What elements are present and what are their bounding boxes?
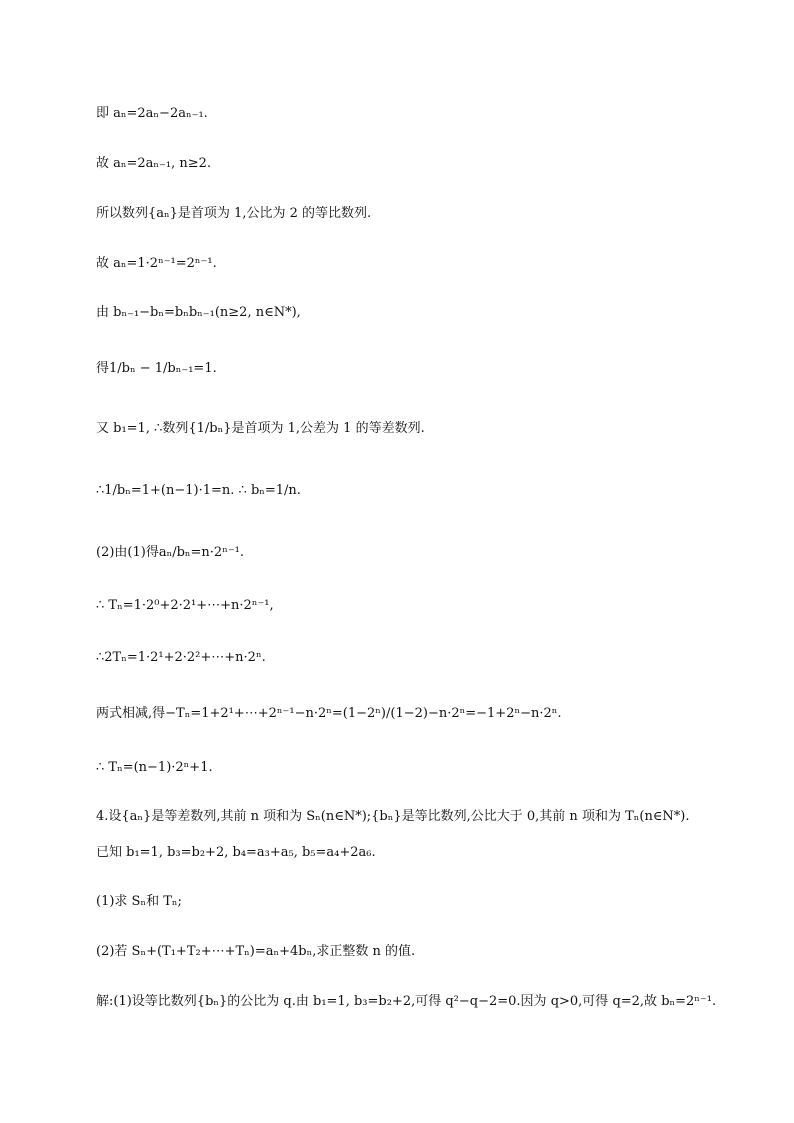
text-line-6: 得1/bₙ − 1/bₙ₋₁=1. <box>96 361 217 376</box>
text-line-10: ∴ Tₙ=1·2⁰+2·2¹+⋯+n·2ⁿ⁻¹, <box>96 598 274 613</box>
text-line-4: 故 aₙ=1·2ⁿ⁻¹=2ⁿ⁻¹. <box>96 256 217 271</box>
text-line-13: ∴ Tₙ=(n−1)·2ⁿ+1. <box>96 760 213 775</box>
text-line-7: 又 b₁=1, ∴数列{1/bₙ}是首项为 1,公差为 1 的等差数列. <box>96 421 425 436</box>
text-line-11: ∴2Tₙ=1·2¹+2·2²+⋯+n·2ⁿ. <box>96 650 266 665</box>
text-line-12: 两式相减,得−Tₙ=1+2¹+⋯+2ⁿ⁻¹−n·2ⁿ=(1−2ⁿ)/(1−2)−n·2ⁿ=−1+2ⁿ−n·2ⁿ. <box>96 706 562 721</box>
text-line-8: ∴1/bₙ=1+(n−1)·1=n. ∴ bₙ=1/n. <box>96 483 301 498</box>
text-line-5: 由 bₙ₋₁−bₙ=bₙbₙ₋₁(n≥2, n∈N*), <box>96 305 301 320</box>
text-line-14: 4.设{aₙ}是等差数列,其前 n 项和为 Sₙ(n∈N*);{bₙ}是等比数列,公比大于 0,其前 n 项和为 Tₙ(n∈N*). <box>96 809 690 824</box>
text-line-16: (1)求 Sₙ和 Tₙ; <box>96 894 182 909</box>
text-line-2: 故 aₙ=2aₙ₋₁, n≥2. <box>96 156 212 171</box>
text-line-1: 即 aₙ=2aₙ−2aₙ₋₁. <box>96 106 208 121</box>
text-line-9: (2)由(1)得aₙ/bₙ=n·2ⁿ⁻¹. <box>96 545 245 560</box>
text-line-15: 已知 b₁=1, b₃=b₂+2, b₄=a₃+a₅, b₅=a₄+2a₆. <box>96 845 376 860</box>
text-line-17: (2)若 Sₙ+(T₁+T₂+⋯+Tₙ)=aₙ+4bₙ,求正整数 n 的值. <box>96 944 416 959</box>
text-line-18: 解:(1)设等比数列{bₙ}的公比为 q.由 b₁=1, b₃=b₂+2,可得 q²−q−2=0.因为 q>0,可得 q=2,故 bₙ=2ⁿ⁻¹. <box>96 994 717 1009</box>
text-line-3: 所以数列{aₙ}是首项为 1,公比为 2 的等比数列. <box>96 206 372 221</box>
